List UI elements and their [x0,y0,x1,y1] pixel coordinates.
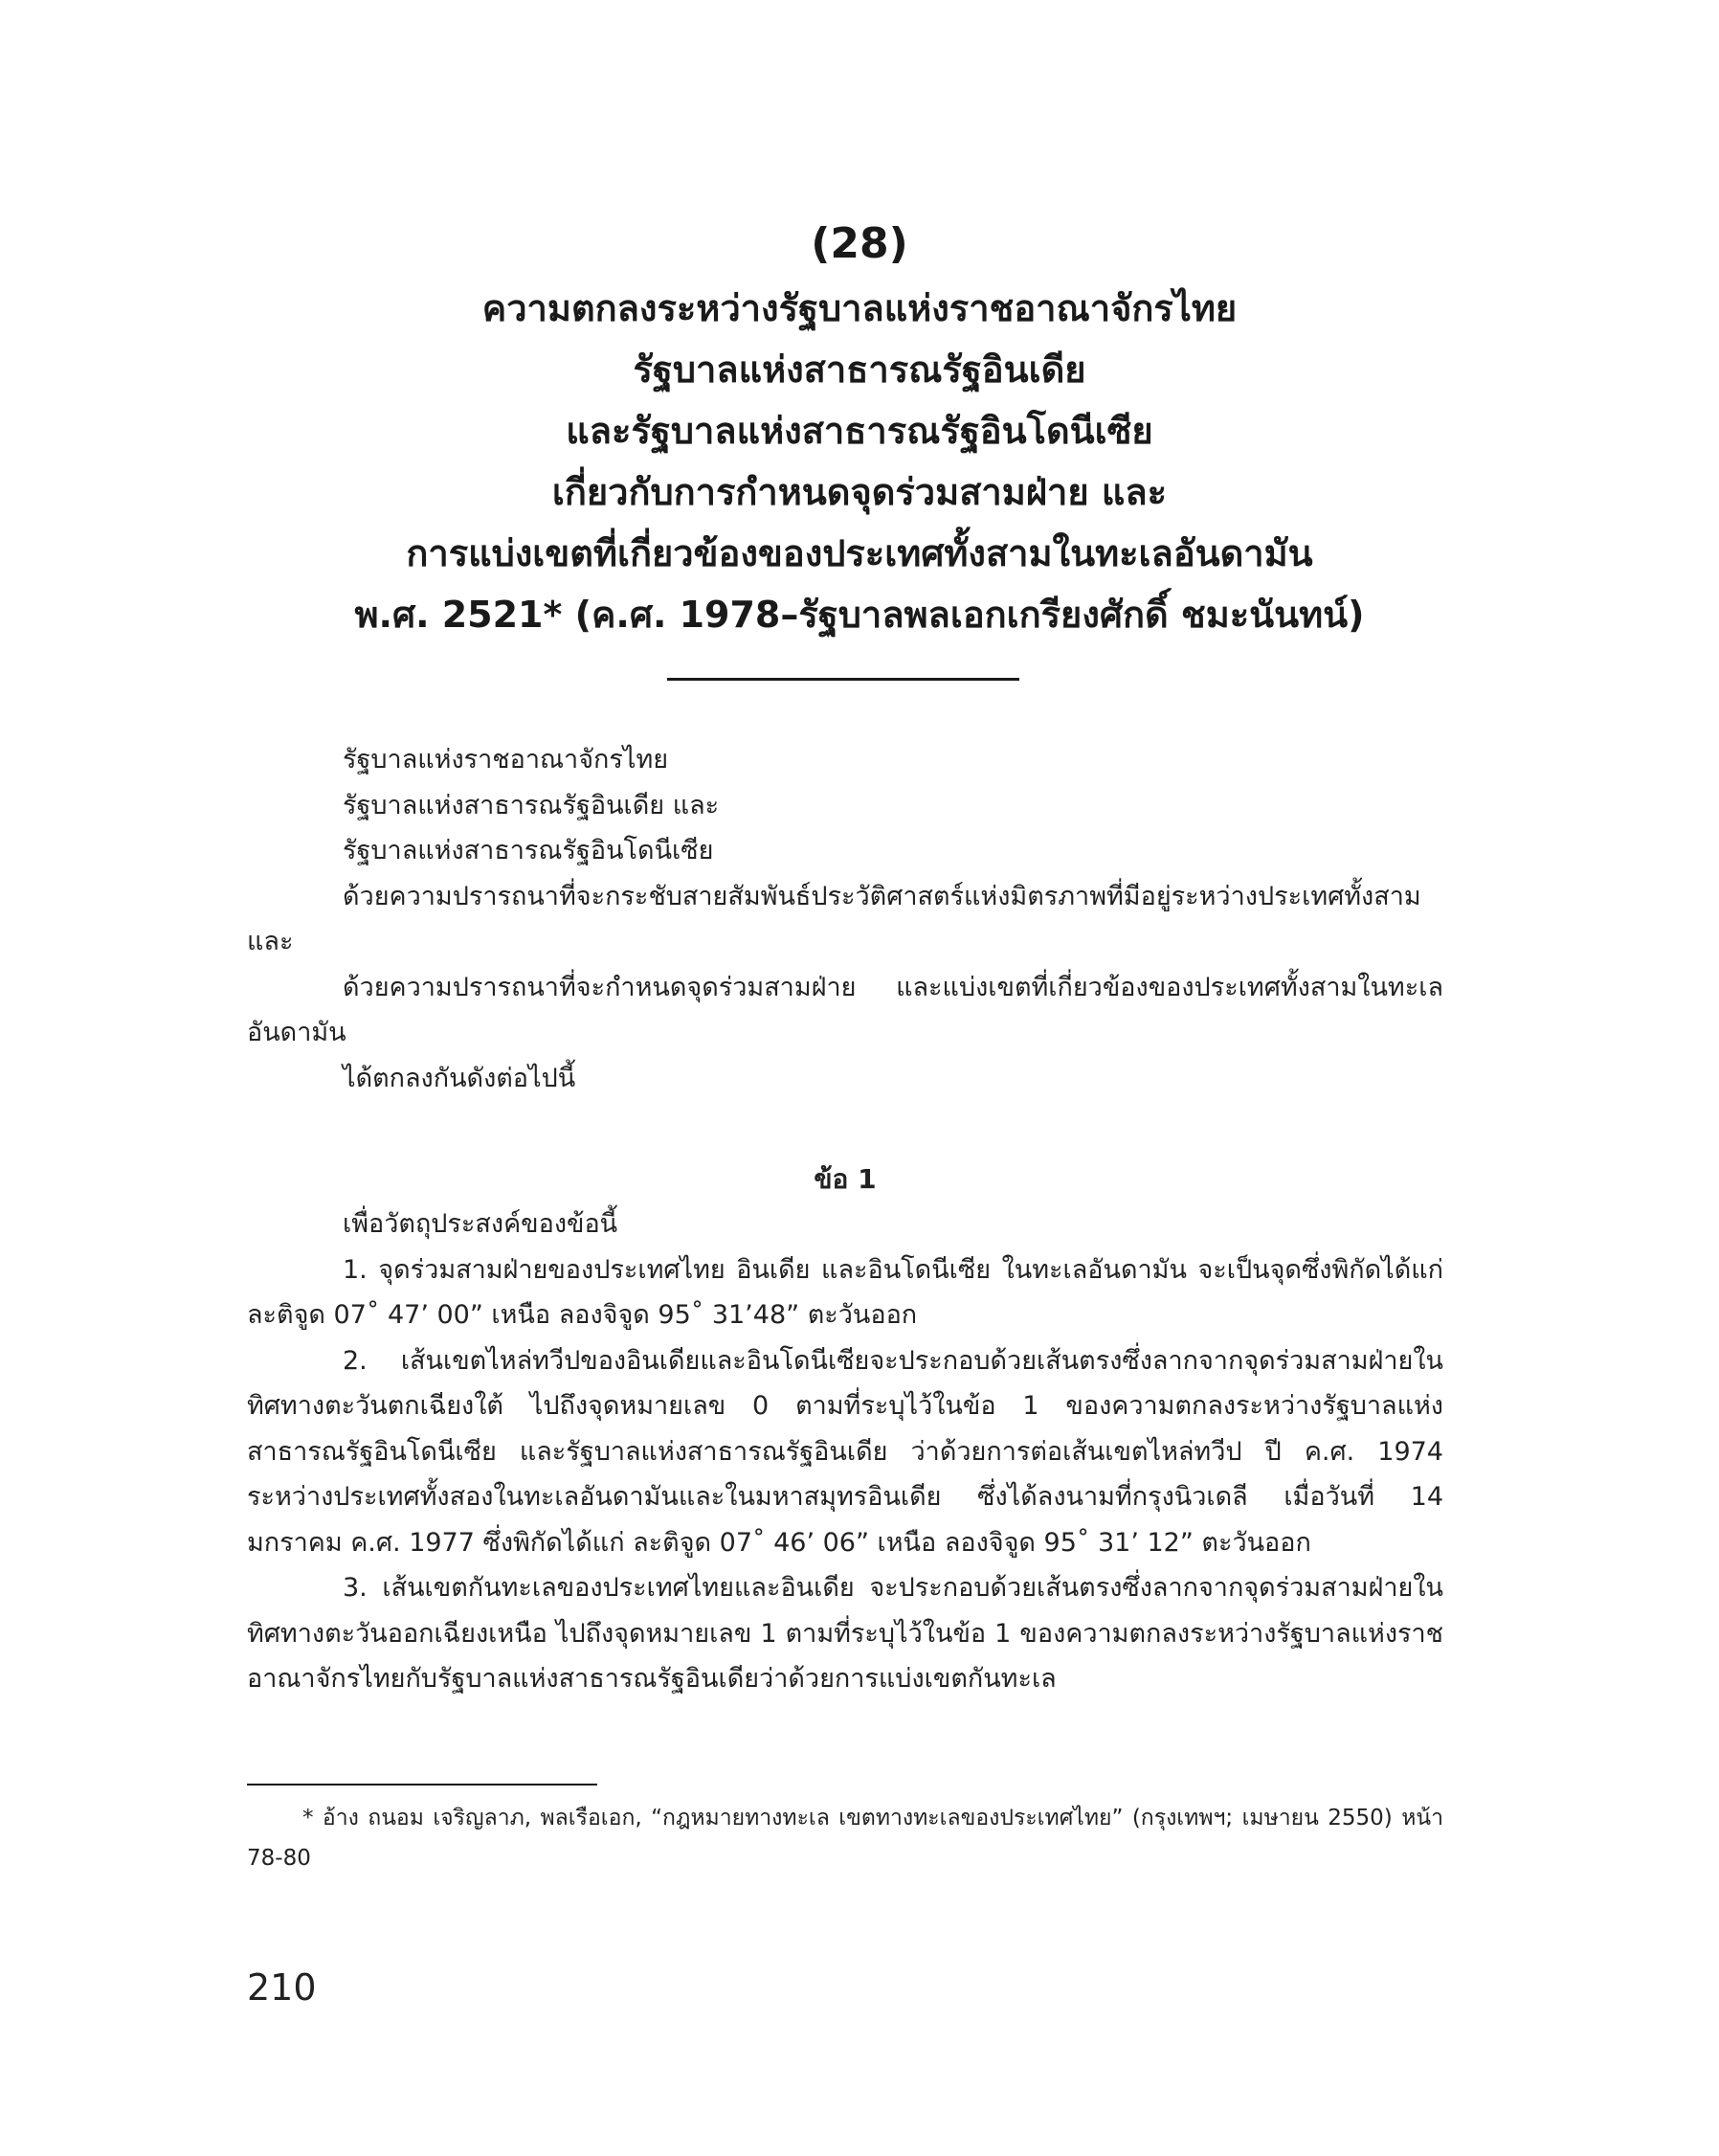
preamble-party-2: รัฐบาลแห่งสาธารณรัฐอินเดีย และ [343,790,720,820]
preamble [247,737,1443,1101]
heading-line-3: และรัฐบาลแห่งสาธารณรัฐอินโดนีเซีย [566,410,1153,452]
heading-line-1: ความตกลงระหว่างรัฐบาลแห่งราชอาณาจักรไทย [481,287,1238,329]
footnote: * อ้าง ถนอม เจริญลาภ, พลเรือเอก, “กฎหมายทางทะเล เขตทางทะเลของประเทศไทย” (กรุงเทพฯ; เมษายน 2550) หน้า 78-80 [247,1806,1443,1871]
preamble-recital-2: ด้วยความปรารถนาที่จะกำหนดจุดร่วมสามฝ่าย และแบ่งเขตที่เกี่ยวข้องของประเทศทั้งสามในทะเลอันดามัน [247,972,1443,1047]
article-paragraph-2: 2. เส้นเขตไหล่ทวีปของอินเดียและอินโดนีเซียจะประกอบด้วยเส้นตรงซึ่งลากจากจุดร่วมสามฝ่ายในทิศทางตะวันตกเฉียงใต้ ไปถึงจุดหมายเลข 0 ตามที่ระบุไว้ในข้อ 1 ของความตกลงระหว่างรัฐบาลแห่งสาธารณรัฐอินโดนีเซีย และรัฐบาลแห่งสาธารณรัฐอินเดีย ว่าด้วยการต่อเส้นเขตไหล่ทวีป ปี ค.ศ. 1974 ระหว่างประเทศทั้งสองในทะเลอันดามันและในมหาสมุทรอินเดีย ซึ่งได้ลงนามที่กรุงนิวเดลี เมื่อวันที่ 14 มกราคม ค.ศ. 1977 ซึ่งพิกัดได้แก่ ละติจูด 07˚ 46’ 06” เหนือ ลองจิจูด 95˚ 31’ 12” ตะวันออก [247,1345,1443,1558]
heading-line-2: รัฐบาลแห่งสาธารณรัฐอินเดีย [633,348,1086,391]
page-number: 210 [247,1966,317,2009]
article-title: ข้อ 1 [814,1163,877,1195]
preamble-agreed: ได้ตกลงกันดังต่อไปนี้ [343,1063,576,1093]
article-1 [247,1157,1443,1702]
heading-line-5: การแบ่งเขตที่เกี่ยวข้องของประเทศทั้งสามในทะเลอันดามัน [406,532,1313,574]
preamble-party-3: รัฐบาลแห่งสาธารณรัฐอินโดนีเซีย [343,836,714,865]
heading-line-6: พ.ศ. 2521* (ค.ศ. 1978–รัฐบาลพลเอกเกรียงศักดิ์ ชมะนันทน์) [354,594,1365,636]
heading-divider [667,678,1019,681]
preamble-recital-1: ด้วยความปรารถนาที่จะกระชับสายสัมพันธ์ประวัติศาสตร์แห่งมิตรภาพที่มีอยู่ระหว่างประเทศทั้งสาม และ [247,881,1421,956]
article-paragraph-3: 3. เส้นเขตกันทะเลของประเทศไทยและอินเดีย จะประกอบด้วยเส้นตรงซึ่งลากจากจุดร่วมสามฝ่ายในทิศทางตะวันออกเฉียงเหนือ ไปถึงจุดหมายเลข 1 ตามที่ระบุไว้ในข้อ 1 ของความตกลงระหว่างรัฐบาลแห่งราชอาณาจักรไทยกับรัฐบาลแห่งสาธารณรัฐอินเดียว่าด้วยการแบ่งเขตกันทะเล [247,1573,1443,1694]
footnote-divider [247,1784,597,1785]
article-paragraph-1: 1. จุดร่วมสามฝ่ายของประเทศไทย อินเดีย และอินโดนีเซีย ในทะเลอันดามัน จะเป็นจุดซึ่งพิกัดได้แก่ ละติจูด 07˚ 47’ 00” เหนือ ลองจิจูด 95˚ 31’48” ตะวันออก [247,1254,1443,1330]
heading-line-4: เกี่ยวกับการกำหนดจุดร่วมสามฝ่าย และ [551,471,1168,513]
document-heading [191,213,1528,645]
article-paragraph-intro: เพื่อวัตถุประสงค์ของข้อนี้ [343,1209,618,1239]
agreement-number: (28) [811,219,908,268]
preamble-party-1: รัฐบาลแห่งราชอาณาจักรไทย [343,745,669,775]
